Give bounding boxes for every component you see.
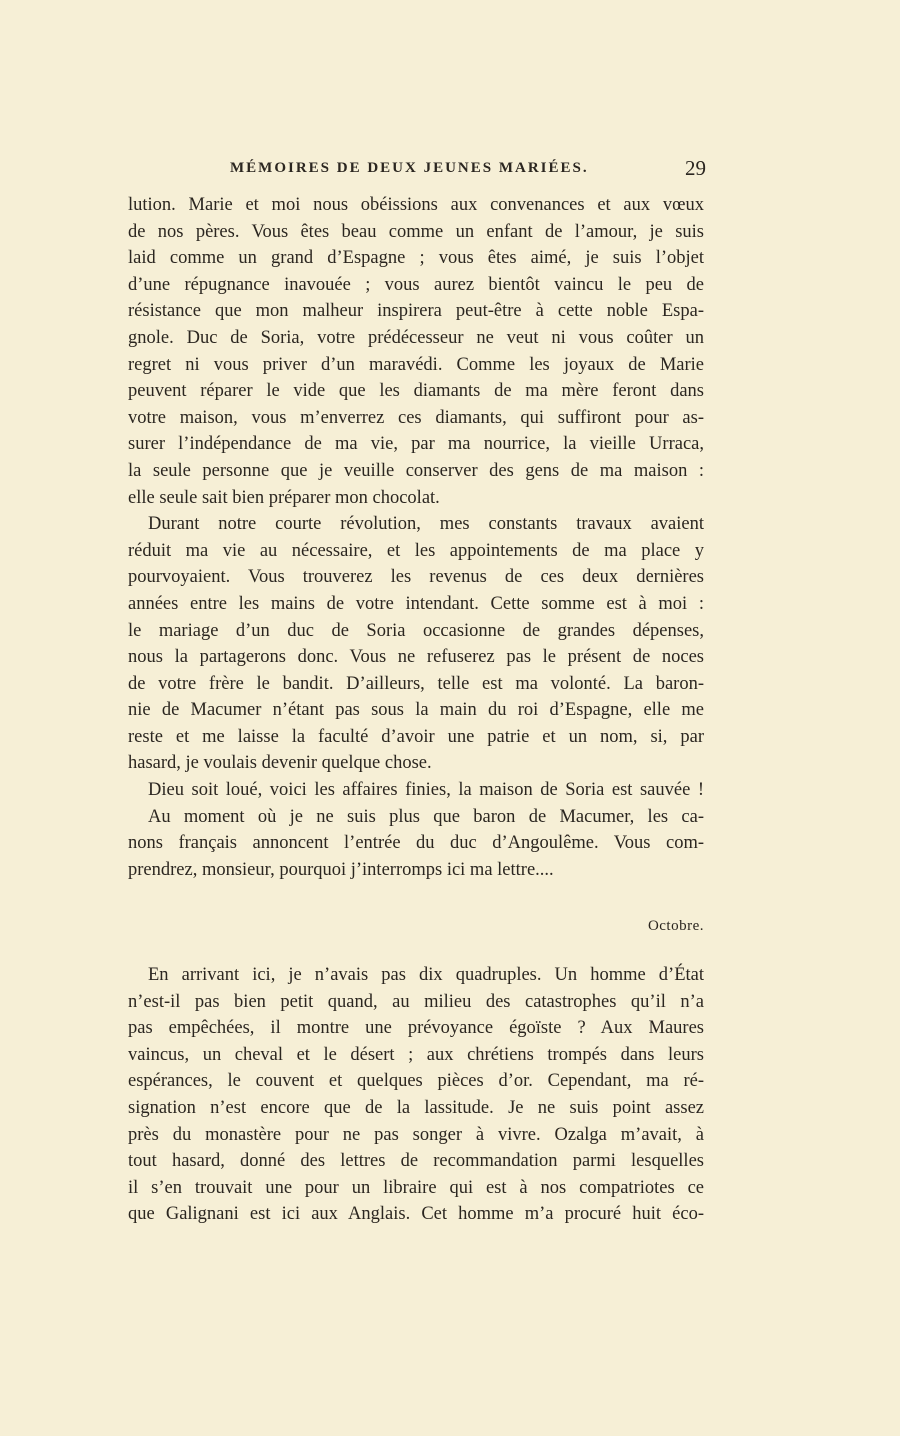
text-line: n’est-il pas bien petit quand, au milieu des catastrophes qu’il n’a	[128, 991, 704, 1012]
running-title: MÉMOIRES DE DEUX JEUNES MARIÉES.	[230, 160, 589, 176]
text-line: nie de Macumer n’étant pas sous la main du roi d’Espagne, elle me	[128, 700, 704, 721]
text-line: Dieu soit loué, voici les affaires finies, la maison de Soria est sauvée !	[148, 780, 704, 801]
text-line: réduit ma vie au nécessaire, et les appointements de ma place y	[128, 540, 704, 561]
text-block-octobre	[128, 962, 704, 1228]
text-line: elle seule sait bien préparer mon chocolat.	[128, 487, 440, 508]
text-line: pas empêchées, il montre une prévoyance égoïste ? Aux Maures	[128, 1018, 704, 1039]
text-line: résistance que mon malheur inspirera peut-être à cette noble Espa-	[128, 301, 704, 322]
text-line: hasard, je voulais devenir quelque chose.	[128, 753, 432, 774]
text-line: que Galignani est ici aux Anglais. Cet homme m’a procuré huit éco-	[128, 1204, 704, 1225]
text-line: de nos pères. Vous êtes beau comme un enfant de l’amour, je suis	[128, 221, 704, 242]
text-line: le mariage d’un duc de Soria occasionne de grandes dépenses,	[128, 620, 704, 641]
date-heading: Octobre.	[647, 918, 704, 934]
text-line: gnole. Duc de Soria, votre prédécesseur ne veut ni vous coûter un	[128, 327, 704, 348]
text-line: signation n’est encore que de la lassitude. Je ne suis point assez	[128, 1097, 704, 1118]
text-line: il s’en trouvait une pour un libraire qui est à nos compatriotes ce	[128, 1177, 704, 1198]
text-line: nons français annoncent l’entrée du duc d’Angoulême. Vous com-	[128, 833, 704, 854]
text-line: années entre les mains de votre intendant. Cette somme est à moi :	[128, 593, 704, 614]
text-line: d’une répugnance inavouée ; vous aurez bientôt vaincu le peu de	[128, 274, 704, 295]
text-line: votre maison, vous m’enverrez ces diamants, qui suffiront pour as-	[128, 407, 704, 428]
page-header	[230, 156, 706, 182]
text-line: regret ni vous priver d’un maravédi. Comme les joyaux de Marie	[128, 354, 704, 375]
text-line: espérances, le couvent et quelques pièces d’or. Cependant, ma ré-	[128, 1071, 704, 1092]
text-line: nous la partagerons donc. Vous ne refuserez pas le présent de noces	[128, 647, 704, 668]
text-line: vaincus, un cheval et le désert ; aux chrétiens trompés dans leurs	[128, 1044, 704, 1065]
text-line: Au moment où je ne suis plus que baron de Macumer, les ca-	[148, 806, 704, 827]
text-line: près du monastère pour ne pas songer à vivre. Ozalga m’avait, à	[128, 1124, 704, 1145]
text-block-letter	[128, 192, 704, 883]
text-line: tout hasard, donné des lettres de recommandation parmi lesquelles	[128, 1151, 704, 1172]
text-line: la seule personne que je veuille conserver des gens de ma maison :	[128, 460, 704, 481]
text-line: reste et me laisse la faculté d’avoir une patrie et un nom, si, par	[128, 726, 704, 747]
text-line: pourvoyaient. Vous trouverez les revenus de ces deux dernières	[128, 567, 704, 588]
text-line: lution. Marie et moi nous obéissions aux convenances et aux vœux	[128, 195, 704, 215]
text-line: laid comme un grand d’Espagne ; vous êtes aimé, je suis l’objet	[128, 248, 704, 269]
text-line: En arrivant ici, je n’avais pas dix quadruples. Un homme d’État	[148, 965, 704, 985]
text-line: de votre frère le bandit. D’ailleurs, telle est ma volonté. La baron-	[128, 673, 704, 694]
text-line: surer l’indépendance de ma vie, par ma nourrice, la vieille Urraca,	[128, 434, 704, 455]
text-line: peuvent réparer le vide que les diamants de ma mère feront dans	[128, 381, 704, 402]
page-number: 29	[685, 156, 706, 180]
text-line: Durant notre courte révolution, mes constants travaux avaient	[148, 514, 704, 535]
text-line: prendrez, monsieur, pourquoi j’interromps ici ma lettre....	[128, 859, 554, 880]
